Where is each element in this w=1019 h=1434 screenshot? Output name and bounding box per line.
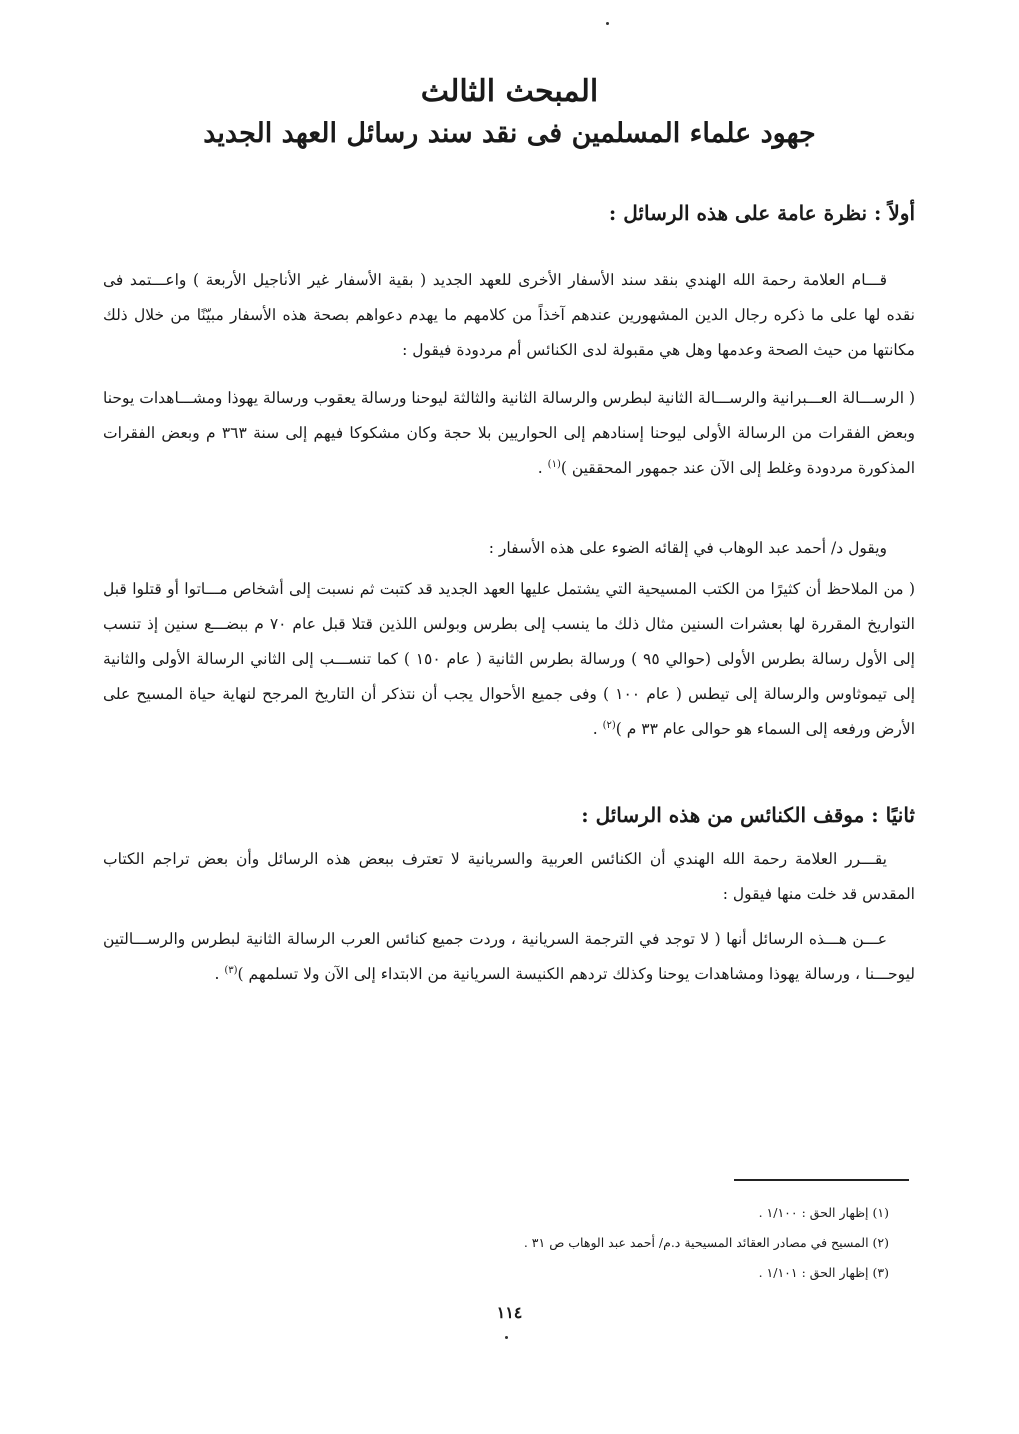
end-mark: .	[592, 720, 598, 738]
footnotes	[289, 1198, 889, 1288]
paragraph-text: ( الرســـالة العـــبرانية والرســـالة الثانية لبطرس والرسالة الثانية والثالثة ليوحنا ورسالة يعقوب ورسالة يهوذا ومشـــاهدات يوحنا وبعض الفقرات من الرسالة الأولى ليوحنا إسنادهم إلى الحواريين بلا حجة وكان مشكوكا فيهم إلى سنة ٣٦٣ م وبعض الفقرات المذكورة مردودة وغلط إلى الآن عند جمهور المحققين )	[103, 389, 916, 477]
paragraph-text: ( من الملاحظ أن كثيرًا من الكتب المسيحية التي يشتمل عليها العهد الجديد قد كتبت ثم نسبت إلى أشخاص مـــاتوا أو قتلوا قبل التواريخ المقررة لها بعشرات السنين مثال ذلك ما ينسب إلى بطرس وبولس اللذين قتلا قبل عام ٧٠ م ببضـــع سنين إذ تنسب إلى الأول رسالة بطرس الأولى (حوالي ٩٥ ) ورسالة بطرس الثانية ( عام ١٥٠ ) كما تنســـب إلى الثاني الرسالة الأولى والثانية إلى تيموثاوس والرسالة إلى تيطس ( عام ١٠٠ ) وفى جميع الأحوال يجب أن نتذكر أن التاريخ المرجح لنهاية حياة المسيح على الأرض ورفعه إلى السماء هو حوالى عام ٣٣ م )	[103, 580, 915, 738]
footnote-reference: (٣)	[224, 964, 238, 976]
end-mark: .	[537, 459, 543, 477]
page-title: جهود علماء المسلمين فى نقد سند رسائل العهد الجديد	[203, 118, 816, 149]
footnote-divider	[734, 1179, 909, 1181]
paragraph	[103, 531, 915, 566]
paragraph	[103, 263, 915, 368]
page-number: ١١٤	[496, 1303, 523, 1322]
quotation-paragraph	[103, 381, 915, 486]
scan-speck	[505, 1336, 508, 1339]
footnote-reference: (١)	[547, 458, 561, 470]
paragraph-text: قـــام العلامة رحمة الله الهندي بنقد سند الأسفار الأخرى للعهد الجديد ( بقية الأسفار غير الأناجيل الأربعة ) واعـــتمد فى نقده لها على ما ذكره رجال الدين المشهورين عندهم آخذاً من كلامهم ما يهدم دعواهم بصحة هذه الأسفار مبيّنًا من خلال ذلك مكانتها من حيث الصحة وعدمها وهل هي مقبولة لدى الكنائس أم مردودة فيقول :	[103, 271, 915, 359]
section-heading-2: ثانيًا : موقف الكنائس من هذه الرسائل :	[581, 803, 915, 827]
footnote-reference: (٢)	[602, 719, 616, 731]
paragraph-text: ويقول د/ أحمد عبد الوهاب في إلقائه الضوء على هذه الأسفار :	[488, 539, 887, 557]
scan-speck	[606, 22, 609, 25]
footnote: (٣) إظهار الحق : ١/١٠١ .	[758, 1265, 889, 1280]
end-mark: .	[214, 965, 220, 983]
paragraph-text: عـــن هـــذه الرسائل أنها ( لا توجد في الترجمة السريانية ، وردت جميع كنائس العرب الرسالة الثانية لبطرس والرســـالتين ليوحـــنا ، ورسالة يهوذا ومشاهدات يوحنا وكذلك تردهم الكنيسة السريانية من الابتداء إلى الآن ولا تسلمهم )	[103, 930, 915, 983]
footnote: (١) إظهار الحق : ١/١٠٠ .	[758, 1205, 889, 1220]
paragraph	[103, 842, 915, 912]
section-heading-1: أولاً : نظرة عامة على هذه الرسائل :	[608, 201, 915, 225]
quotation-paragraph	[103, 572, 915, 747]
paragraph-text: يقـــرر العلامة رحمة الله الهندي أن الكنائس العربية والسريانية لا تعترف ببعض هذه الرسائل وأن بعض تراجم الكتاب المقدس قد خلت منها فيقول :	[103, 850, 915, 903]
quotation-paragraph	[103, 922, 915, 992]
section-label: المبحث الثالث	[420, 74, 599, 109]
footnote: (٢) المسيح في مصادر العقائد المسيحية د.م/ أحمد عبد الوهاب ص ٣١ .	[523, 1235, 889, 1250]
